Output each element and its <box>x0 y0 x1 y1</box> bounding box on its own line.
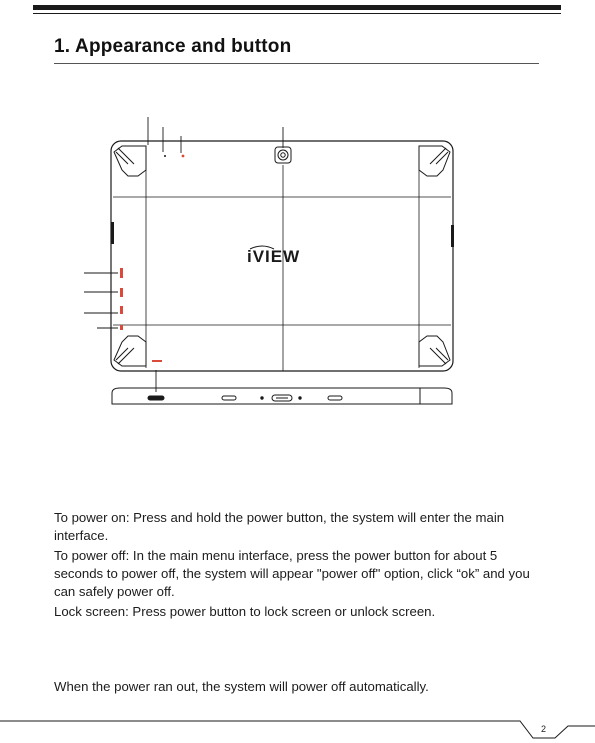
page-number: 2 <box>541 724 547 734</box>
section-title: 1. Appearance and button <box>54 36 292 57</box>
power-off-text: To power off: In the main menu interface, press the power button for about 5 seconds to power off, the system will appear "power off" option, click “ok” and you can safely power off. <box>54 548 530 599</box>
power-on-text: To power on: Press and hold the power button, the system will enter the main interface. <box>54 510 505 543</box>
lock-screen-text: Lock screen: Press power button to lock screen or unlock screen. <box>54 604 436 619</box>
auto-power-off-text: When the power ran out, the system will power off automatically. <box>54 679 429 694</box>
device-logo: iVIEW <box>247 247 301 266</box>
